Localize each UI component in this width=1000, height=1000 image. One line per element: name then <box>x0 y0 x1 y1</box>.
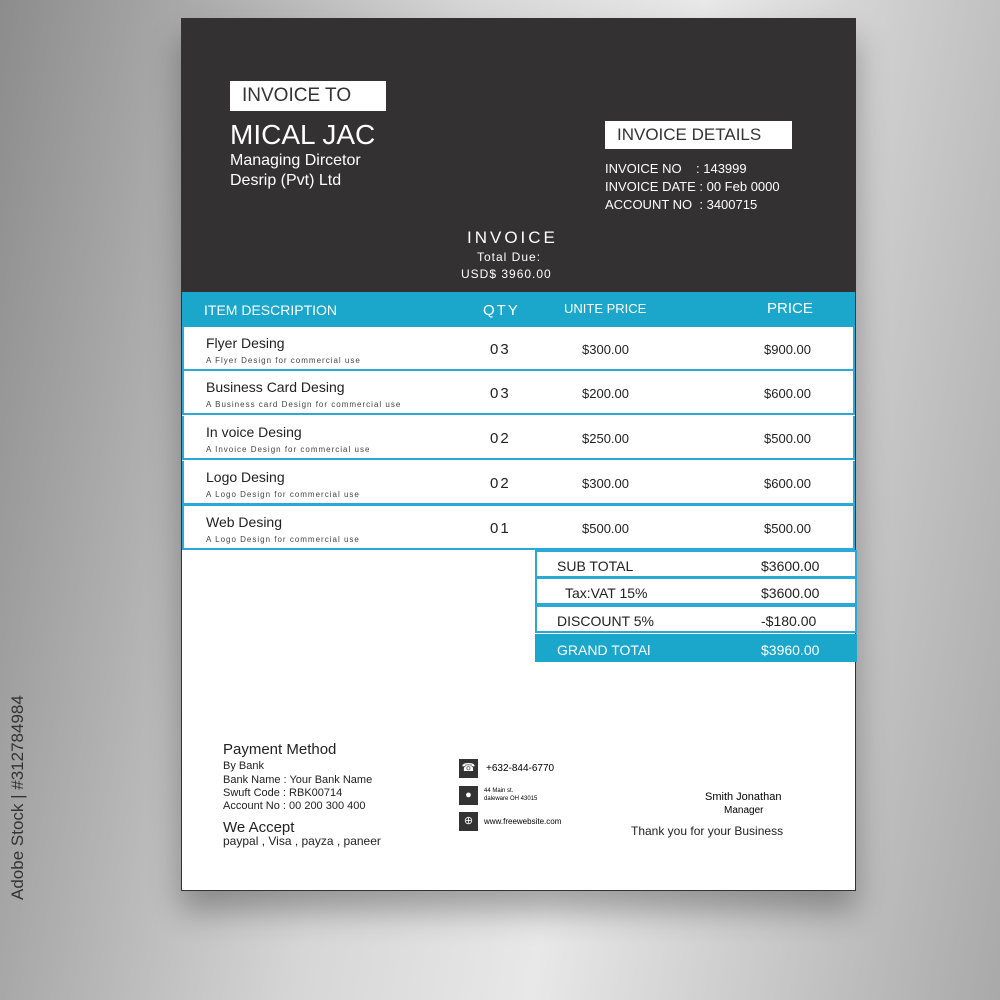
swift-code: Swuft Code : RBK00714 <box>223 787 343 799</box>
totals-row <box>535 634 857 662</box>
website: www.freewebsite.com <box>484 817 562 826</box>
account-no: ACCOUNT NO : 3400715 <box>605 197 758 212</box>
table-row <box>182 371 855 415</box>
totals-label: GRAND TOTAl <box>557 642 651 658</box>
invoice-details-label: INVOICE DETAILS <box>605 121 792 149</box>
bank-name: Bank Name : Your Bank Name <box>223 774 373 786</box>
thank-you: Thank you for your Business <box>631 824 784 838</box>
table-row <box>182 504 855 550</box>
signer-name: Smith Jonathan <box>705 791 782 803</box>
item-unit-price: $300.00 <box>582 342 629 357</box>
item-description: A Flyer Design for commercial use <box>206 356 361 365</box>
totals-value: -$180.00 <box>761 613 817 629</box>
totals-value: $3600.00 <box>761 558 820 574</box>
accepted-methods: paypal , Visa , payza , paneer <box>223 834 381 848</box>
phone: +632-844-6770 <box>486 763 555 774</box>
address-line2: daleware OH 43015 <box>484 796 538 802</box>
table-row <box>182 461 855 505</box>
invoice-header <box>182 19 855 292</box>
item-description: A Logo Design for commercial use <box>206 535 360 544</box>
client-name: MICAL JAC <box>230 119 376 150</box>
client-title: Managing Dircetor <box>230 152 361 169</box>
invoice-title: INVOICE <box>467 228 558 247</box>
item-name: Logo Desing <box>206 469 285 485</box>
table-header <box>182 292 855 327</box>
item-price: $500.00 <box>764 521 811 536</box>
totals-value: $3960.00 <box>761 642 820 658</box>
col-price: PRICE <box>767 300 813 317</box>
invoice-page <box>181 18 856 891</box>
total-due-value: USD$ 3960.00 <box>461 267 552 281</box>
item-qty: 03 <box>490 385 511 402</box>
totals-value: $3600.00 <box>761 585 820 601</box>
item-unit-price: $250.00 <box>582 431 629 446</box>
watermark-id: Adobe Stock | #312784984 <box>8 695 27 900</box>
item-qty: 01 <box>490 520 511 537</box>
item-unit-price: $500.00 <box>582 521 629 536</box>
invoice-no: INVOICE NO : 143999 <box>605 161 747 176</box>
totals-row <box>535 605 857 633</box>
client-company: Desrip (Pvt) Ltd <box>230 172 342 189</box>
item-name: Business Card Desing <box>206 379 345 395</box>
item-name: In voice Desing <box>206 424 302 440</box>
item-qty: 02 <box>490 430 511 447</box>
item-price: $600.00 <box>764 476 811 491</box>
item-description: A Invoice Design for commercial use <box>206 445 371 454</box>
col-unit-price: UNITE PRICE <box>564 301 647 316</box>
invoice-to-label: INVOICE TO <box>230 81 386 111</box>
item-unit-price: $300.00 <box>582 476 629 491</box>
total-due-label: Total Due: <box>477 250 542 264</box>
col-qty: QTY <box>483 302 520 319</box>
item-unit-price: $200.00 <box>582 386 629 401</box>
we-accept-title: We Accept <box>223 819 295 836</box>
item-qty: 03 <box>490 341 511 358</box>
col-description: ITEM DESCRIPTION <box>204 302 338 318</box>
item-price: $900.00 <box>764 342 811 357</box>
item-name: Web Desing <box>206 514 283 530</box>
item-description: A Business card Design for commercial use <box>206 400 402 409</box>
totals-label: DISCOUNT 5% <box>557 613 654 629</box>
invoice-date: INVOICE DATE : 00 Feb 0000 <box>605 179 780 194</box>
globe-icon: ⊕ <box>459 812 478 831</box>
location-icon: ● <box>459 786 478 805</box>
bank-account: Account No : 00 200 300 400 <box>223 800 366 812</box>
totals-label: SUB TOTAL <box>557 558 634 574</box>
item-name: Flyer Desing <box>206 335 285 351</box>
totals-row <box>535 577 857 605</box>
signer-role: Manager <box>724 805 764 816</box>
totals-label: Tax:VAT 15% <box>565 585 648 601</box>
address-line1: 44 Main st. <box>484 788 514 794</box>
item-description: A Logo Design for commercial use <box>206 490 360 499</box>
payment-by: By Bank <box>223 760 264 772</box>
totals-row <box>535 550 857 578</box>
table-row <box>182 327 855 371</box>
table-row <box>182 416 855 460</box>
item-price: $500.00 <box>764 431 811 446</box>
item-qty: 02 <box>490 475 511 492</box>
payment-title: Payment Method <box>223 741 337 758</box>
phone-icon: ☎ <box>459 759 478 778</box>
item-price: $600.00 <box>764 386 811 401</box>
